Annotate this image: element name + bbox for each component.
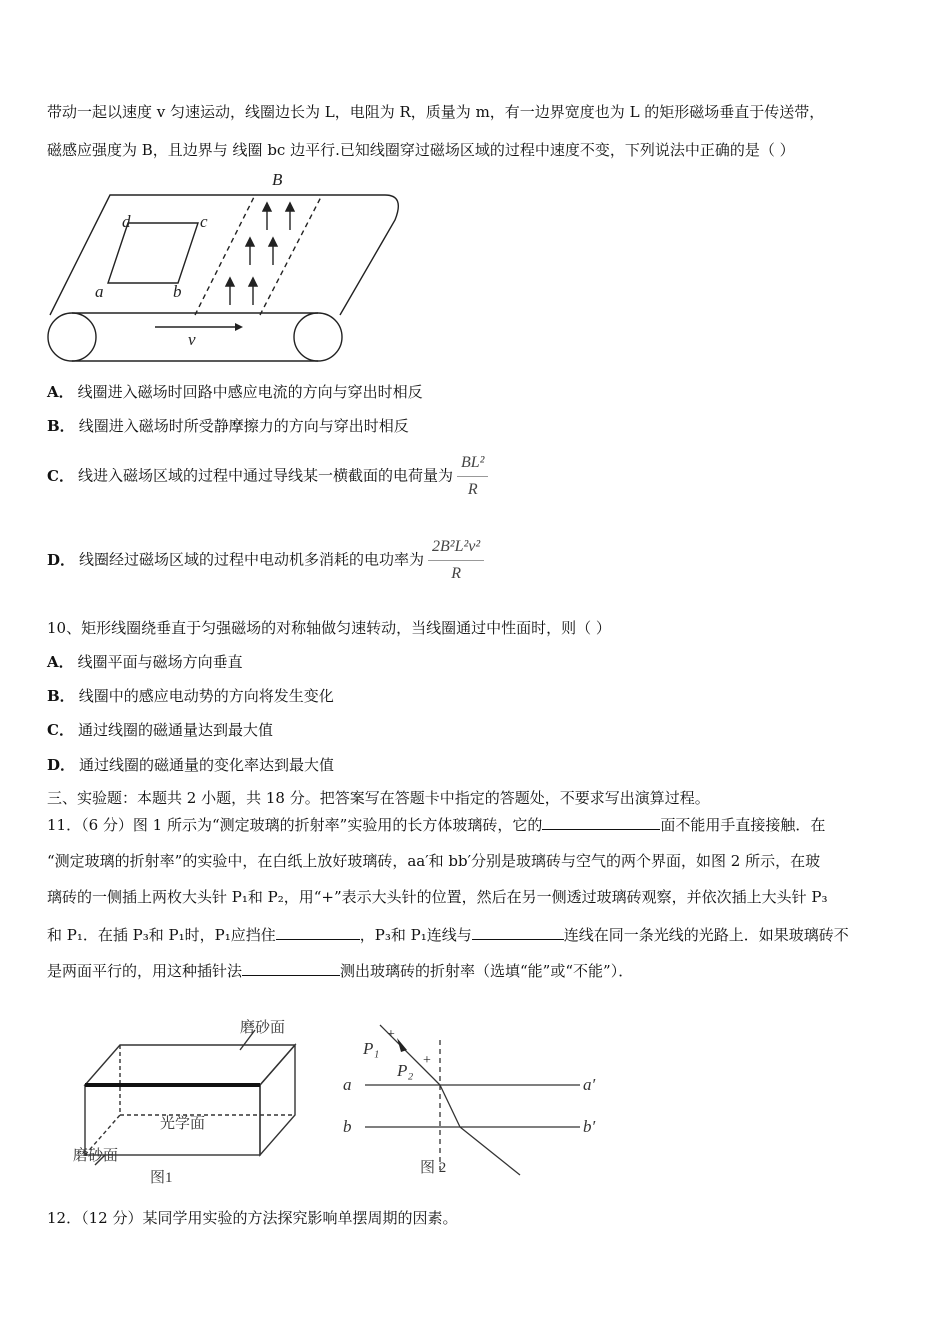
q10-option-c: C． 通过线圈的磁通量达到最大值 [47, 721, 273, 739]
label-b: b [173, 282, 182, 301]
q9-option-a: A． 线圈进入磁场时回路中感应电流的方向与穿出时相反 [47, 383, 423, 401]
label-a: a [343, 1075, 352, 1094]
q9-option-d: D． 线圈经过磁场区域的过程中电动机多消耗的电功率为 $\frac{\text{2B²L²v²}}{R}$ [47, 536, 484, 585]
q10-stem: 10、矩形线圈绕垂直于匀强磁场的对称轴做匀速转动，当线圈通过中性面时，则（ ） [47, 619, 611, 637]
q11-line5: 是两面平行的，用这种插针法 测出玻璃砖的折射率（选填“能”或“不能”）． [47, 962, 634, 980]
section-3-heading: 三、实验题：本题共 2 小题，共 18 分。把答案写在答题卡中指定的答题处，不要求写出演算过程。 [47, 789, 710, 807]
label-p2: P₂ [397, 1061, 414, 1080]
label-B: B [272, 170, 283, 189]
label-v: v [188, 330, 196, 349]
q10-option-a: A． 线圈平面与磁场方向垂直 [47, 653, 243, 671]
label-top-frosted: 磨砂面 [240, 1020, 286, 1036]
label-c: c [200, 212, 208, 231]
answer-blank-2[interactable] [276, 925, 360, 940]
q9-option-c: C． 线进入磁场区域的过程中通过导线某一横截面的电荷量为 $\frac{\text{BL²}}{R}$ [47, 452, 488, 501]
label-a-prime: a′ [583, 1075, 596, 1094]
q9-stem-line2: 磁感应强度为 B，且边界与 线圈 bc 边平行.已知线圈穿过磁场区域的过程中速度不变，下列说法中正确的是（ ） [47, 141, 795, 159]
figure-2-refraction [335, 1010, 605, 1185]
label-p1: P₁ [363, 1039, 380, 1058]
fraction: $\frac{\text{BL²}}{R}$ [457, 452, 488, 501]
q11-line2: “测定玻璃的折射率”的实验中，在白纸上放好玻璃砖，aa′和 bb′分别是玻璃砖与空气的两个界面，如图 2 所示，在玻 [47, 852, 821, 870]
q11-line3: 璃砖的一侧插上两枚大头针 P₁和 P₂，用“+”表示大头针的位置，然后在另一侧透过玻璃砖观察，并依次插上大头针 P₃ [47, 888, 828, 906]
figure-2-caption: 图 2 [420, 1160, 447, 1176]
q11-line1: 11．（6 分）图 1 所示为“测定玻璃的折射率”实验用的长方体玻璃砖，它的 面不能用手直接接触．在 [47, 816, 826, 834]
fraction: $\frac{\text{2B²L²v²}}{R}$ [428, 536, 484, 585]
conveyor-figure [40, 165, 410, 370]
figure-1-caption: 图1 [150, 1170, 173, 1185]
q9-stem-line1: 带动一起以速度 v 匀速运动，线圈边长为 L，电阻为 R，质量为 m，有一边界宽度也为 L 的矩形磁场垂直于传送带， [47, 103, 825, 121]
svg-text:+: + [387, 1027, 395, 1042]
label-b: b [343, 1117, 352, 1136]
label-side-frosted: 磨砂面 [73, 1148, 119, 1164]
q10-option-b: B． 线圈中的感应电动势的方向将发生变化 [47, 687, 334, 705]
answer-blank-4[interactable] [242, 961, 340, 976]
label-a: a [95, 282, 104, 301]
label-d: d [122, 212, 131, 231]
svg-text:+: + [423, 1053, 431, 1068]
q9-option-b: B． 线圈进入磁场时所受静摩擦力的方向与穿出时相反 [47, 417, 409, 435]
label-front-optical: 光学面 [160, 1116, 206, 1132]
label-b-prime: b′ [583, 1117, 596, 1136]
q10-option-d: D． 通过线圈的磁通量的变化率达到最大值 [47, 756, 335, 774]
figure-1-glass-brick [65, 1010, 315, 1185]
q12-stem: 12．（12 分）某同学用实验的方法探究影响单摆周期的因素。 [47, 1209, 458, 1227]
answer-blank-1[interactable] [542, 815, 660, 830]
q11-line4: 和 P₁．在插 P₃和 P₁时，P₁应挡住 ，P₃和 P₁连线与 连线在同一条光线的光路上．如果玻璃砖不 [47, 926, 849, 944]
answer-blank-3[interactable] [472, 925, 564, 940]
